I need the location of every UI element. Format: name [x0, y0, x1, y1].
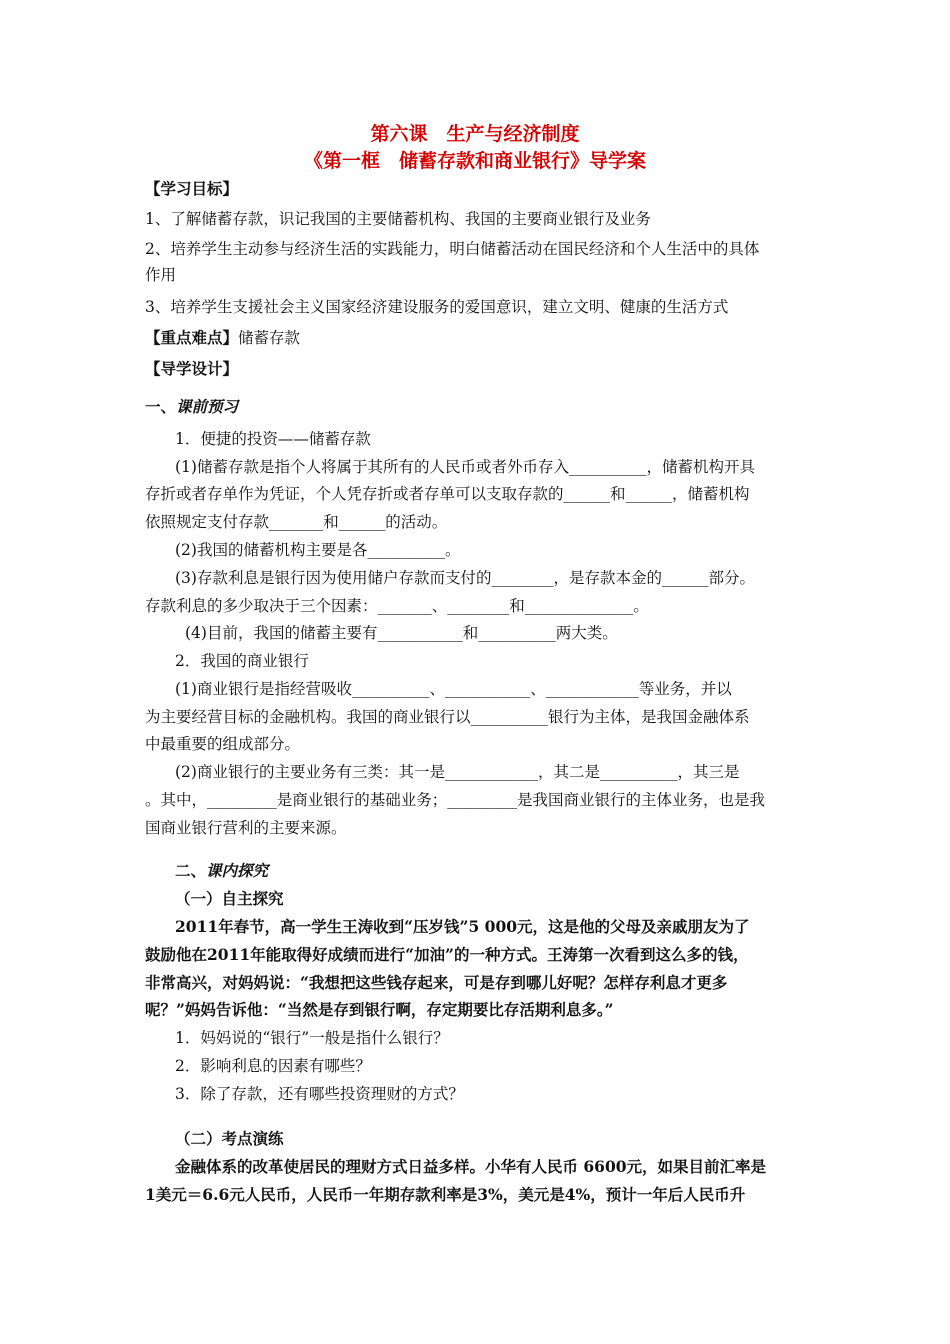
objective-item: 1、了解储蓄存款，识记我国的主要储蓄机构、我国的主要商业银行及业务 — [145, 210, 651, 228]
focus-text: 储蓄存款 — [238, 329, 301, 347]
lesson-title: 第六课 生产与经济制度 — [370, 123, 580, 145]
preview-line: 。其中，_________是商业银行的基础业务；_________是我国商业银行的主体业务，也是我 — [145, 791, 766, 809]
question: 2．影响利息的因素有哪些？ — [175, 1057, 371, 1075]
preview-header — [145, 396, 238, 418]
story-line: 鼓励他在2011年能取得好成绩而进行“加油”的一种方式。王涛第一次看到这么多的钱， — [145, 945, 749, 964]
preview-line: (1)商业银行是指经营吸收__________、___________、____________等业务，并以 — [175, 680, 732, 698]
explore-header-text: 课内探究 — [206, 861, 269, 880]
preview-line: 国商业银行营利的主要来源。 — [145, 819, 347, 837]
question: 1．妈妈说的“银行”一般是指什么银行？ — [175, 1029, 449, 1047]
explore-header — [175, 860, 268, 882]
explore-header-num: 二、 — [175, 861, 207, 880]
preview-header-text: 课前预习 — [176, 397, 239, 416]
preview-line: 依照规定支付存款_______和______的活动。 — [145, 513, 448, 531]
objective-item-cont: 作用 — [145, 266, 177, 284]
focus-header: 【重点难点】 — [145, 328, 239, 347]
objectives-header: 【学习目标】 — [145, 179, 239, 198]
exercise-line: 金融体系的改革使居民的理财方式日益多样。小华有人民币 6600元，如果目前汇率是 — [175, 1157, 767, 1176]
design-header: 【导学设计】 — [145, 359, 239, 378]
section-title: 《第一框 储蓄存款和商业银行》导学案 — [303, 150, 646, 172]
objective-item: 3、培养学生支援社会主义国家经济建设服务的爱国意识，建立文明、健康的生活方式 — [145, 298, 729, 316]
subheader-self-explore: （一）自主探究 — [175, 889, 284, 908]
preview-line: 1．便捷的投资——储蓄存款 — [175, 430, 371, 448]
exercise-line: 1美元＝6.6元人民币，人民币一年期存款利率是3%，美元是4%，预计一年后人民币升 — [145, 1185, 746, 1204]
story-line: 2011年春节，高一学生王涛收到“压岁钱”5 000元，这是他的父母及亲戚朋友为了 — [175, 917, 750, 936]
preview-line: 存款利息的多少取决于三个因素：_______、________和______________。 — [145, 597, 649, 615]
preview-line: 存折或者存单作为凭证，个人凭存折或者存单可以支取存款的______和______，储蓄机构 — [145, 485, 750, 503]
preview-line: 为主要经营目标的金融机构。我国的商业银行以__________银行为主体，是我国金融体系 — [145, 708, 750, 726]
focus-line — [145, 327, 300, 349]
question: 3．除了存款，还有哪些投资理财的方式？ — [175, 1085, 464, 1103]
objective-item: 2、培养学生主动参与经济生活的实践能力，明白储蓄活动在国民经济和个人生活中的具体 — [145, 240, 760, 258]
story-line: 非常高兴，对妈妈说：“我想把这些钱存起来，可是存到哪儿好呢？怎样存利息才更多 — [145, 973, 728, 992]
preview-line: (1)储蓄存款是指个人将属于其所有的人民币或者外币存入__________，储蓄机构开具 — [175, 458, 755, 476]
preview-line: (2)我国的储蓄机构主要是各__________。 — [175, 541, 461, 559]
story-line: 呢？”妈妈告诉他：“当然是存到银行啊，存定期要比存活期利息多。” — [145, 1000, 614, 1019]
subheader-exam-practice: （二）考点演练 — [175, 1129, 284, 1148]
preview-header-num: 一、 — [145, 397, 177, 416]
preview-line: (4)目前，我国的储蓄主要有___________和__________两大类。 — [185, 624, 618, 642]
preview-line: 2．我国的商业银行 — [175, 652, 309, 670]
preview-line: (3)存款利息是银行因为使用储户存款而支付的________，是存款本金的______部分。 — [175, 569, 755, 587]
preview-line: 中最重要的组成部分。 — [145, 735, 301, 753]
preview-line: (2)商业银行的主要业务有三类：其一是____________，其二是__________，其三是 — [175, 763, 740, 781]
